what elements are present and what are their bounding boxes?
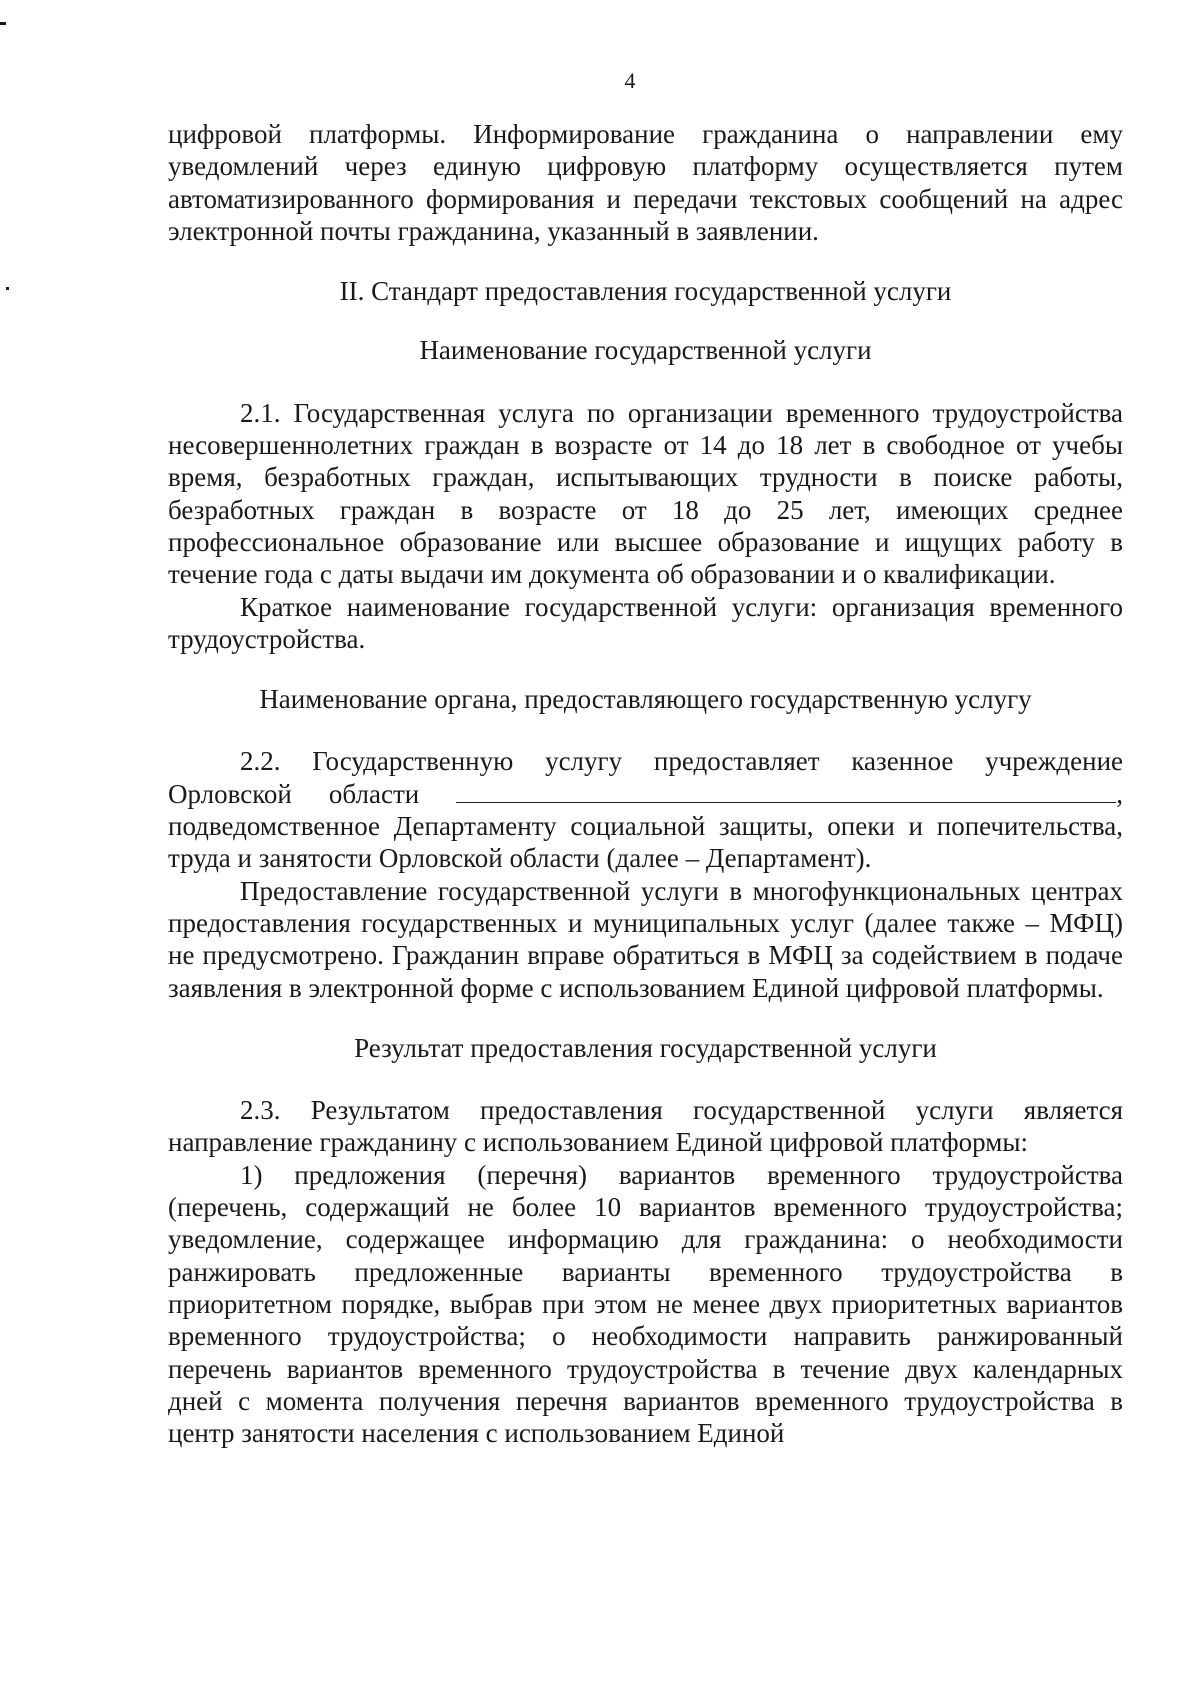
paragraph-mfc: Предоставление государственной услуги в многофункциональных центрах предоставления государственных и муниципальных услуг (далее также – МФЦ) не предусмотрено. Гражданин вправе обратиться в МФЦ за содействием в подаче заявления в электронной форме с использованием Единой цифровой платформы. [168, 875, 1123, 1003]
subsection-title-authority: Наименование органа, предоставляющего государственную услугу [259, 684, 1032, 715]
page-number: 4 [624, 68, 636, 93]
paragraph-result-item-1: 1) предложения (перечня) вариантов временного трудоустройства (перечень, содержащий не более 10 вариантов временного трудоустройства; уведомление, содержащее информацию для гражданина: о необходимости ранжировать предложенные варианты временного трудоустройства в приоритетном порядке, выбрав при этом не менее двух приоритетных вариантов временного трудоустройства; о необходимости направить ранжированный перечень вариантов временного трудоустройства в течение двух календарных дней с момента получения перечня вариантов временного трудоустройства в центр занятости населения с использованием Единой [168, 1159, 1123, 1449]
paragraph-2-1: 2.1. Государственная услуга по организации временного трудоустройства несовершеннолетних граждан в возрасте от 14 до 18 лет в свободное от учебы время, безработных граждан, испытывающих трудности в поиске работы, безработных граждан в возрасте от 18 до 25 лет, имеющих среднее профессиональное образование или высшее образование и ищущих работу в течение года с даты выдачи им документа об образовании и о квалификации. [168, 397, 1123, 590]
subsection-title-service-name: Наименование государственной услуги [419, 335, 872, 366]
paragraph-2-2-end: , подведомственное Департаменту социальной защиты, опеки и попечительства, труда и занятости Орловской области (далее – Департамент). [168, 778, 1123, 874]
intro-paragraph: цифровой платформы. Информирование гражданина о направлении ему уведомлений через единую цифровую платформу осуществляется путем автоматизированного формирования и передачи текстовых сообщений на адрес электронной почты гражданина, указанный в заявлении. [168, 119, 1123, 246]
paragraph-2-3: 2.3. Результатом предоставления государственной услуги является направление гражданину с использованием Единой цифровой платформы: [168, 1095, 1123, 1158]
blank-fill-line [456, 780, 1116, 803]
subsection-title-result: Результат предоставления государственной услуги [354, 1032, 937, 1063]
section-title: II. Стандарт предоставления государственной услуги [339, 276, 952, 307]
paragraph-2-2-start: 2.2. Государственную услугу предоставляет казенное учреждение Орловской области [168, 746, 1123, 809]
scan-edge-mark-left [6, 287, 9, 290]
document-body [168, 118, 1123, 1449]
paragraph-short-name: Краткое наименование государственной услуги: организация временного трудоустройства. [168, 591, 1123, 654]
scan-edge-mark-top [0, 22, 6, 25]
paragraph-2-2 [168, 745, 1123, 874]
